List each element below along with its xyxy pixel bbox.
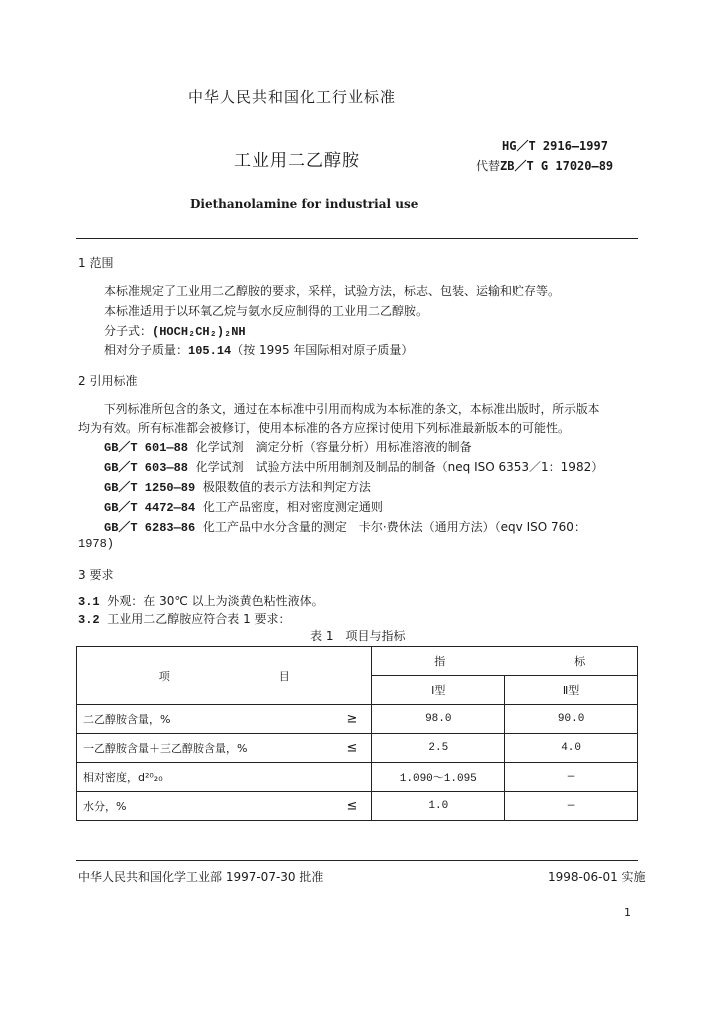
header-index <box>372 647 638 676</box>
molar-value: 105.14 <box>188 344 232 358</box>
row-comparator: ≥ <box>346 711 358 727</box>
table-header-row <box>77 647 638 676</box>
scope-paragraph-2: 本标准适用于以环氧乙烷与氨水反应制得的工业用二乙醇胺。 <box>104 304 429 318</box>
table-row <box>77 734 638 763</box>
row-type1-value: 1.090～1.095 <box>372 763 505 792</box>
scope-paragraph-1: 本标准规定了工业用二乙醇胺的要求，采样，试验方法，标志、包装、运输和贮存等。 <box>104 284 561 298</box>
header-index-left: 指 <box>434 655 446 668</box>
replaces-code: ZB／T G 17020—89 <box>500 159 614 173</box>
molecular-formula <box>104 322 246 339</box>
molar-label: 相对分子质量： <box>104 343 189 357</box>
row-item <box>77 705 372 734</box>
reference-code: GB／T 6283—86 <box>104 521 196 535</box>
references-intro-line-1: 下列标准所包含的条文，通过在本标准中引用而构成为本标准的条文，本标准出版时，所示版本 <box>104 402 600 416</box>
standard-category-header: 中华人民共和国化工行业标准 <box>188 88 397 106</box>
header-divider <box>76 238 638 239</box>
reference-continuation: 1978) <box>78 537 115 551</box>
header-item-right: 目 <box>278 669 290 683</box>
table-caption: 表 1 项目与指标 <box>310 629 406 643</box>
reference-text: 化学试剂 滴定分析（容量分析）用标准溶液的制备 <box>195 440 472 454</box>
reference-item <box>104 518 586 535</box>
requirement-text: 外观：在 30℃ 以上为淡黄色粘性液体。 <box>107 594 324 608</box>
standard-code: HG／T 2916—1997 <box>502 139 608 153</box>
row-comparator: ≤ <box>346 740 358 756</box>
row-item <box>77 734 372 763</box>
molecular-mass <box>104 341 413 358</box>
row-type1-value: 1.0 <box>372 792 505 821</box>
approval-date: 中华人民共和国化学工业部 1997-07-30 批准 <box>78 870 324 884</box>
reference-item <box>104 458 603 475</box>
row-type1-value: 98.0 <box>372 705 505 734</box>
reference-text: 化学试剂 试验方法中所用制剂及制品的制备（neq ISO 6353／1：1982） <box>195 460 604 474</box>
english-title: Diethanolamine for industrial use <box>190 197 419 211</box>
requirement-item <box>78 592 324 609</box>
row-item-label: 一乙醇胺含量＋三乙醇胺含量，% <box>83 742 248 755</box>
row-item-label: 水分，% <box>83 800 127 813</box>
requirement-number: 3.1 <box>78 595 100 609</box>
section-heading-references: 2 引用标准 <box>78 374 138 388</box>
row-type2-value: — <box>505 763 638 792</box>
reference-item <box>104 498 383 515</box>
table-row <box>77 705 638 734</box>
reference-code: GB／T 601—88 <box>104 441 189 455</box>
reference-item <box>104 478 371 495</box>
table-row <box>77 763 638 792</box>
row-item <box>77 763 372 792</box>
header-item-left: 项 <box>158 669 170 683</box>
reference-code: GB／T 1250—89 <box>104 481 196 495</box>
row-type2-value: 90.0 <box>505 705 638 734</box>
reference-item <box>104 438 472 455</box>
reference-text: 化工产品中水分含量的测定 卡尔·费休法（通用方法）（eqv ISO 760： <box>202 520 586 534</box>
requirement-text: 工业用二乙醇胺应符合表 1 要求： <box>107 612 291 626</box>
requirement-item <box>78 610 291 627</box>
requirement-number: 3.2 <box>78 613 100 627</box>
reference-code: GB／T 603—88 <box>104 461 189 475</box>
header-type-2: Ⅱ型 <box>505 676 638 705</box>
row-item <box>77 792 372 821</box>
document-title: 工业用二乙醇胺 <box>234 151 360 171</box>
reference-text: 极限数值的表示方法和判定方法 <box>202 480 371 494</box>
molar-note: （按 1995 年国际相对原子质量） <box>231 343 414 357</box>
section-heading-requirements: 3 要求 <box>78 568 114 582</box>
replaces-prefix: 代替 <box>476 159 501 173</box>
formula-value: (HOCH₂CH₂)₂NH <box>152 325 246 339</box>
spec-table <box>76 646 638 821</box>
row-item-label: 二乙醇胺含量，% <box>83 713 171 726</box>
references-intro-line-2: 均为有效。所有标准都会被修订，使用本标准的各方应探讨使用下列标准最新版本的可能性。 <box>78 421 571 435</box>
row-type1-value: 2.5 <box>372 734 505 763</box>
header-index-right: 标 <box>574 655 586 668</box>
reference-text: 化工产品密度，相对密度测定通则 <box>202 500 383 514</box>
row-type2-value: 4.0 <box>505 734 638 763</box>
page-number: 1 <box>624 906 631 919</box>
formula-label: 分子式： <box>104 324 153 338</box>
reference-code: GB／T 4472—84 <box>104 501 196 515</box>
row-item-label: 相对密度，d²⁰₂₀ <box>83 771 163 784</box>
section-heading-scope: 1 范围 <box>78 256 114 270</box>
footer-divider <box>76 860 638 861</box>
replaced-standard <box>476 157 613 174</box>
row-type2-value: — <box>505 792 638 821</box>
table-row <box>77 792 638 821</box>
implementation-date: 1998-06-01 实施 <box>548 870 646 884</box>
header-item <box>77 647 372 705</box>
header-type-1: Ⅰ型 <box>372 676 505 705</box>
row-comparator: ≤ <box>346 798 358 814</box>
